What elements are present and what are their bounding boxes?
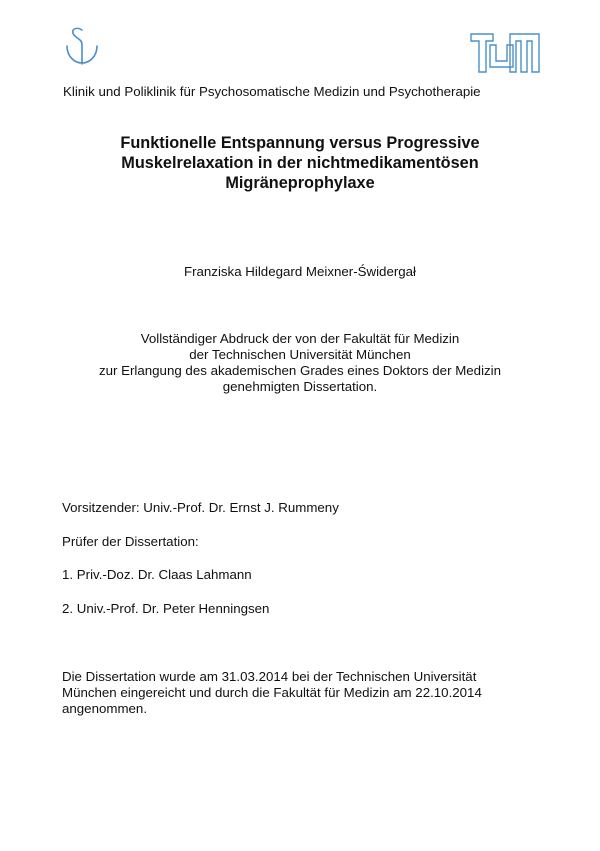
submission-line: Die Dissertation wurde am 31.03.2014 bei der Technischen Universität <box>62 669 477 684</box>
submission-line: München eingereicht und durch die Fakultät für Medizin am 22.10.2014 <box>62 685 482 700</box>
clinic-name: Klinik und Poliklinik für Psychosomatische Medizin und Psychotherapie <box>63 84 481 99</box>
statement-line: der Technischen Universität München <box>189 347 411 362</box>
submission-line: angenommen. <box>62 701 148 716</box>
statement-line: Vollständiger Abdruck der von der Fakultät für Medizin <box>140 331 460 346</box>
examiner-2: 2. Univ.-Prof. Dr. Peter Henningsen <box>62 601 270 616</box>
thesis-title-line: Funktionelle Entspannung versus Progressive <box>120 134 480 152</box>
tum-logo-icon <box>470 33 540 73</box>
thesis-title-line: Migräneprophylaxe <box>225 174 375 192</box>
examiner-1: 1. Priv.-Doz. Dr. Claas Lahmann <box>62 567 252 582</box>
statement-line: zur Erlangung des akademischen Grades eines Doktors der Medizin <box>98 363 502 378</box>
dissertation-statement <box>0 331 600 395</box>
committee-chair: Vorsitzender: Univ.-Prof. Dr. Ernst J. Rummeny <box>62 500 339 515</box>
thesis-title <box>0 133 600 193</box>
clinic-logo-icon <box>58 24 106 68</box>
submission-note <box>62 669 542 717</box>
author-name: Franziska Hildegard Meixner-Świdergał <box>183 264 417 279</box>
statement-line: genehmigten Dissertation. <box>222 379 378 394</box>
thesis-title-line: Muskelrelaxation in der nichtmedikamentösen <box>121 154 479 172</box>
examiners-label: Prüfer der Dissertation: <box>62 534 199 549</box>
